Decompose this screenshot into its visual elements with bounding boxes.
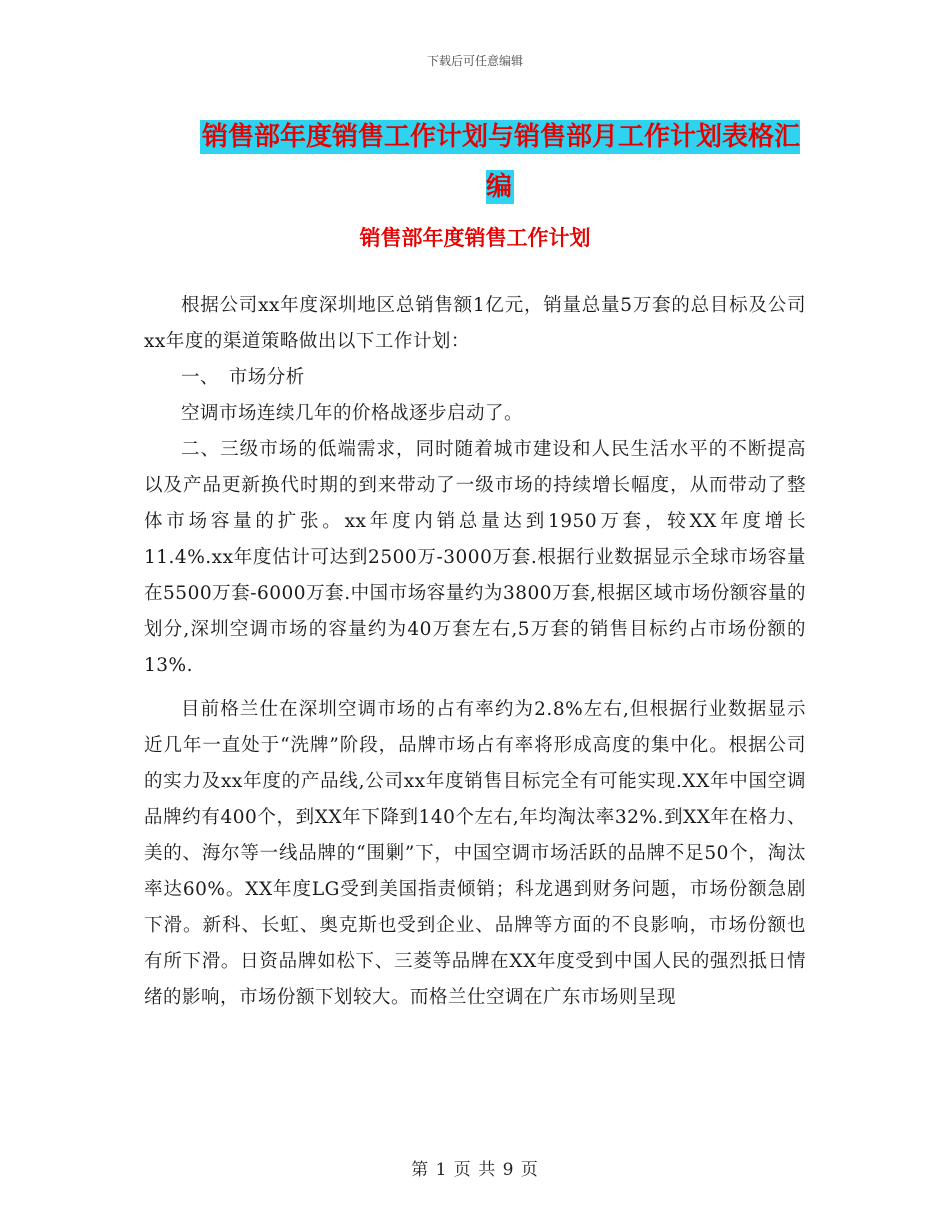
paragraph-market-share: 目前格兰仕在深圳空调市场的占有率约为2.8%左右,但根据行业数据显示近几年一直处于“洗牌”阶段，品牌市场占有率将形成高度的集中化。根据公司的实力及xx年度的产品线,公司xx年度销售目标完全有可能实现.XX年中国空调品牌约有400个，到XX年下降到140个左右,年均淘汰率32%.到XX年在格力、美的、海尔等一线品牌的“围剿”下，中国空调市场活跃的品牌不足50个，淘汰率达60%。XX年度LG受到美国指责倾销；科龙遇到财务问题，市场份额急剧下滑。新科、长虹、奥克斯也受到企业、品牌等方面的不良影响，市场份额也有所下滑。日资品牌如松下、三菱等品牌在XX年度受到中国人民的强烈抵日情绪的影响，市场份额下划较大。而格兰仕空调在广东市场则呈现 bbox=[144, 699, 806, 1008]
paragraph-price-war: 空调市场连续几年的价格战逐步启动了。 bbox=[181, 403, 524, 424]
section-title: 销售部年度销售工作计划 bbox=[359, 226, 591, 250]
paragraph-heading-market-analysis: 一、 市场分析 bbox=[181, 367, 305, 388]
document-title bbox=[190, 112, 810, 212]
paragraph-intro: 根据公司xx年度深圳地区总销售额1亿元，销量总量5万套的总目标及公司xx年度的渠道策略做出以下工作计划： bbox=[144, 295, 806, 352]
page-header-note: 下载后可任意编辑 bbox=[426, 54, 523, 68]
document-title-text: 销售部年度销售工作计划与销售部月工作计划表格汇编 bbox=[201, 122, 800, 202]
paragraph-market-capacity: 二、三级市场的低端需求，同时随着城市建设和人民生活水平的不断提高以及产品更新换代时期的到来带动了一级市场的持续增长幅度，从而带动了整体市场容量的扩张。xx年度内销总量达到1950万套，较XX年度增长11.4%.xx年度估计可达到2500万-3000万套.根据行业数据显示全球市场容量在5500万套-6000万套.中国市场容量约为3800万套,根据区域市场份额容量的划分,深圳空调市场的容量约为40万套左右,5万套的销售目标约占市场份额的13%. bbox=[144, 439, 806, 676]
page-number-footer: 第 1 页 共 9 页 bbox=[411, 1160, 539, 1180]
document-body bbox=[144, 288, 806, 1016]
